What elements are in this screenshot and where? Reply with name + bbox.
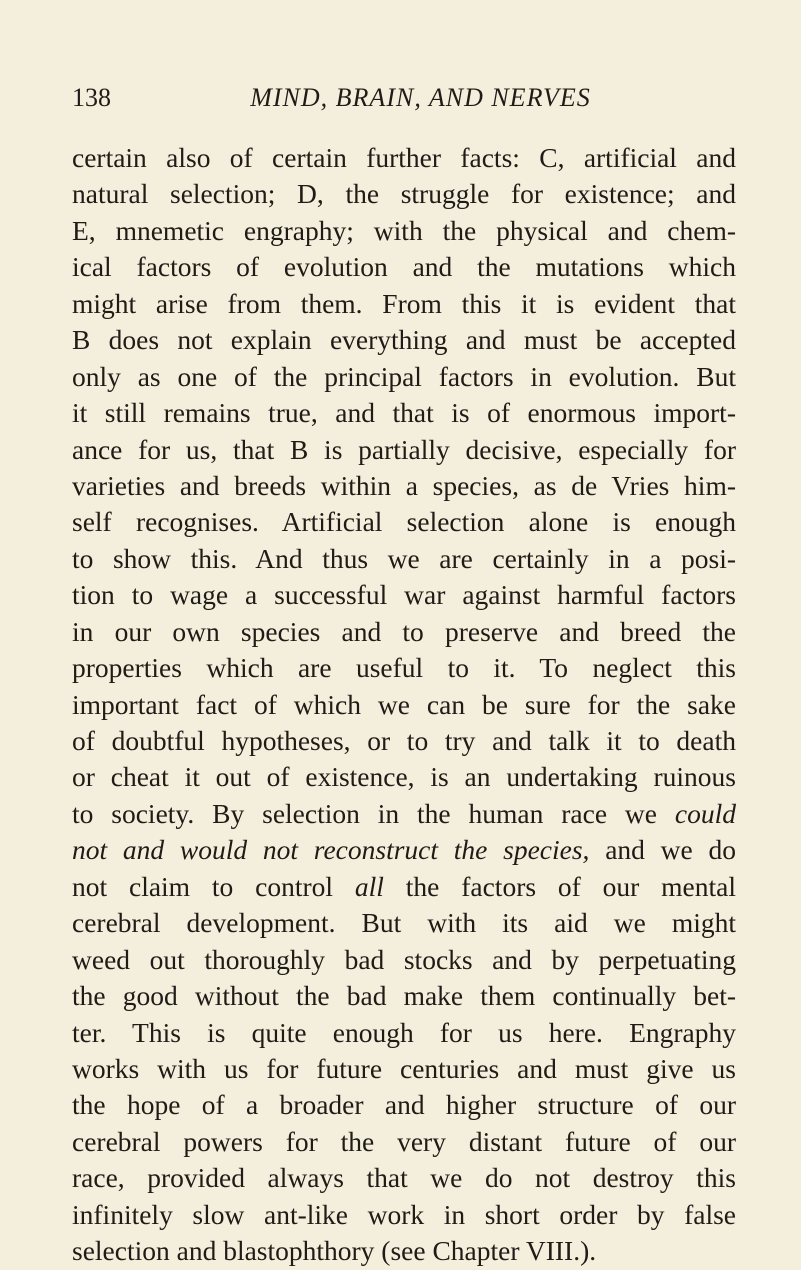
text-line (72, 869, 736, 905)
text-line: or cheat it out of existence, is an undertaking ruinous (72, 761, 736, 793)
page-number: 138 (72, 83, 111, 112)
text-line: might arise from them. From this it is evident that (72, 287, 736, 319)
text-line: in our own species and to preserve and breed the (72, 615, 736, 647)
page-header (72, 78, 729, 118)
running-title: MIND, BRAIN, AND NERVES (250, 83, 591, 112)
text-line: B does not explain everything and must be accepted (72, 324, 736, 356)
text-line: certain also of certain further facts: C, artificial and (72, 142, 736, 173)
text-line: ter. This is quite enough for us here. Engraphy (72, 1016, 736, 1048)
text-line: cerebral powers for the very distant future of our (72, 1125, 736, 1157)
text-line (72, 796, 736, 832)
italic-text: all (354, 870, 384, 902)
text-line: the hope of a broader and higher structure of our (72, 1089, 736, 1121)
text-line: infinitely slow ant-like work in short order by false (72, 1198, 736, 1230)
text-line: natural selection; D, the struggle for existence; and (72, 178, 736, 210)
text-line: varieties and breeds within a species, as de Vries him- (72, 469, 736, 501)
text-line: weed out thoroughly bad stocks and by perpetuating (72, 943, 736, 975)
text-line: ical factors of evolution and the mutations which (72, 251, 736, 283)
text-line: selection and blastophthory (see Chapter VIII.). (72, 1235, 597, 1267)
text-segment: not claim to control (72, 870, 355, 902)
text-segment: and we do (589, 834, 736, 866)
text-line: works with us for future centuries and must give us (72, 1052, 736, 1084)
italic-text: could (674, 797, 736, 829)
text-segment: the factors of our mental (383, 870, 736, 902)
text-segment: to society. By selection in the human race we (72, 797, 675, 829)
text-line: important fact of which we can be sure for the sake (72, 688, 736, 720)
text-line: only as one of the principal factors in evolution. But (72, 360, 736, 392)
italic-text: not and would not reconstruct the species, (72, 834, 590, 866)
text-line (72, 832, 736, 868)
text-line: it still remains true, and that is of enormous import- (72, 397, 736, 429)
text-line: self recognises. Artificial selection alone is enough (72, 506, 736, 538)
text-line: race, provided always that we do not destroy this (72, 1162, 736, 1194)
text-line: cerebral development. But with its aid we might (72, 907, 736, 939)
text-line: tion to wage a successful war against harmful factors (72, 579, 736, 611)
text-line: of doubtful hypotheses, or to try and talk it to death (72, 725, 736, 756)
text-line: ance for us, that B is partially decisive, especially for (72, 433, 736, 465)
text-line: E, mnemetic engraphy; with the physical and chem- (72, 214, 736, 246)
text-line: to show this. And thus we are certainly in a posi- (72, 542, 736, 574)
body-text (72, 140, 736, 1270)
text-line: properties which are useful to it. To neglect this (72, 652, 736, 684)
text-line: the good without the bad make them continually bet- (72, 980, 736, 1012)
